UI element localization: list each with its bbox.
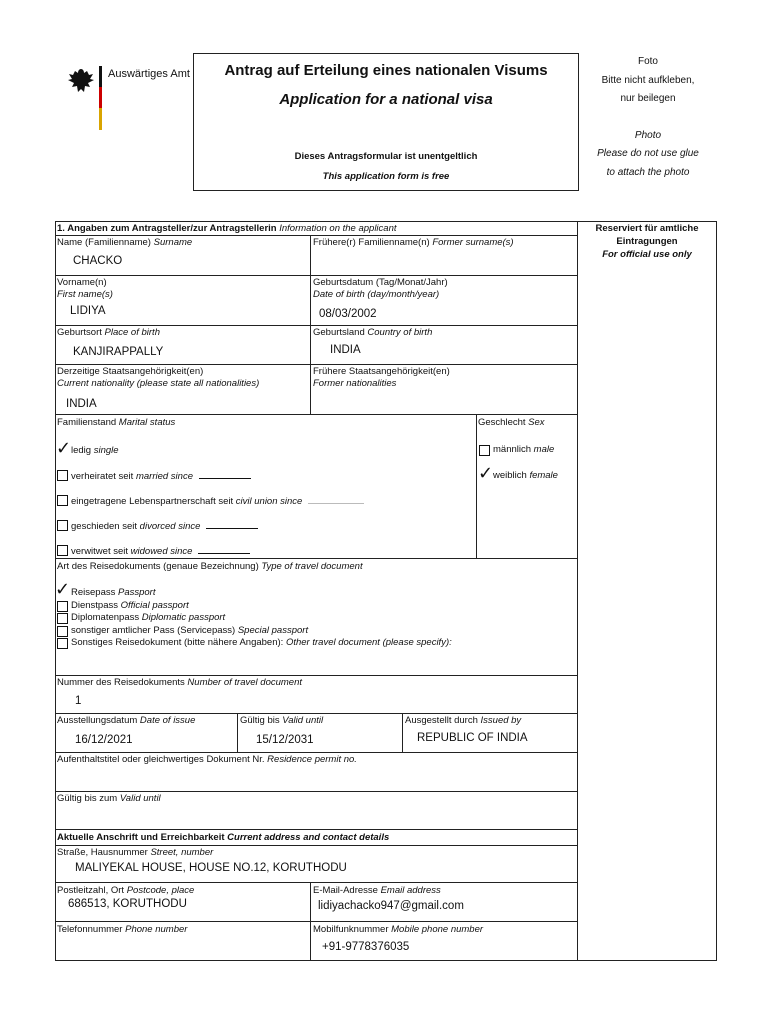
official-line1: Reserviert für amtliche xyxy=(595,223,699,234)
marital-divorced-en: divorced since xyxy=(139,521,201,532)
dob-label-de: Geburtsdatum (Tag/Monat/Jahr) xyxy=(313,277,448,288)
divorced-since-blank[interactable] xyxy=(206,519,258,529)
residence-valid-label-en: Valid until xyxy=(119,793,161,804)
marital-married-en: married since xyxy=(135,471,193,482)
official-line3: For official use only xyxy=(602,249,692,260)
marital-married xyxy=(71,469,251,483)
travel-doc-official-en: Official passport xyxy=(120,600,189,611)
marital-widowed xyxy=(71,544,250,558)
checkbox-married[interactable] xyxy=(57,470,68,481)
former-nationality-field[interactable] xyxy=(313,392,573,412)
issued-by-label-en: Issued by xyxy=(480,715,522,726)
checkbox-special-passport[interactable] xyxy=(57,626,68,637)
residence-permit-label-de: Aufenthaltstitel oder gleichwertiges Dokument Nr. xyxy=(57,754,265,765)
official-use xyxy=(578,222,716,261)
dob-field[interactable]: 08/03/2002 xyxy=(319,308,377,320)
doc-number-label-de: Nummer des Reisedokuments xyxy=(57,677,185,688)
issue-date-field[interactable]: 16/12/2021 xyxy=(75,734,133,746)
doc-number-label-en: Number of travel document xyxy=(187,677,303,688)
sex-title-en: Sex xyxy=(528,417,545,428)
pob-label-de: Geburtsort xyxy=(57,327,102,338)
checkmark-icon[interactable]: ✓ xyxy=(55,579,71,600)
surname-field[interactable]: CHACKO xyxy=(73,255,123,267)
travel-doc-title-en: Type of travel document xyxy=(261,561,363,572)
agency-name: Auswärtiges Amt xyxy=(108,68,190,80)
travel-doc-official-de: Dienstpass xyxy=(71,600,118,611)
photo-line6: to attach the photo xyxy=(606,166,690,178)
cob-label-en: Country of birth xyxy=(367,327,433,338)
phone-label xyxy=(57,924,187,936)
residence-permit-field[interactable] xyxy=(57,768,575,788)
marital-single-de: ledig xyxy=(71,445,92,456)
sex-male xyxy=(493,444,554,456)
travel-doc-diplomatic-de: Diplomatenpass xyxy=(71,612,140,623)
nationality-label xyxy=(57,366,259,390)
section1-title-en: Information on the applicant xyxy=(279,223,397,234)
marital-married-de: verheiratet seit xyxy=(71,471,134,482)
civil-since-blank[interactable] xyxy=(308,494,364,504)
street-label-en: Street, number xyxy=(150,847,214,858)
married-since-blank[interactable] xyxy=(199,469,251,479)
first-name-label xyxy=(57,277,113,301)
issue-date-label-de: Ausstellungsdatum xyxy=(57,715,138,726)
address-title-de: Aktuelle Anschrift und Erreichbarkeit xyxy=(57,832,225,843)
postcode-label-en: Postcode, place xyxy=(126,885,195,896)
street-field[interactable]: MALIYEKAL HOUSE, HOUSE NO.12, KORUTHODU xyxy=(75,862,347,874)
issue-date-label xyxy=(57,715,195,727)
doc-number-label xyxy=(57,677,302,689)
travel-doc-diplomatic-en: Diplomatic passport xyxy=(141,612,226,623)
sex-female-en: female xyxy=(529,470,558,481)
phone-label-en: Phone number xyxy=(125,924,188,935)
former-nationality-label-de: Frühere Staatsangehörigkeit(en) xyxy=(313,366,450,377)
issued-by-field[interactable]: REPUBLIC OF INDIA xyxy=(417,732,528,744)
email-label-de: E-Mail-Adresse xyxy=(313,885,378,896)
checkmark-icon[interactable]: ✓ xyxy=(56,438,72,459)
email-label xyxy=(313,885,441,897)
photo-line2: Bitte nicht aufkleben, xyxy=(601,74,695,86)
travel-doc-service-de: sonstiger amtlicher Pass (Servicepass) xyxy=(71,625,236,636)
travel-doc-title xyxy=(57,561,363,573)
pob-field[interactable]: KANJIRAPPALLY xyxy=(73,346,164,358)
email-label-en: Email address xyxy=(380,885,441,896)
sex-female-de: weiblich xyxy=(493,470,527,481)
nationality-field[interactable]: INDIA xyxy=(66,398,97,410)
sex-title xyxy=(478,417,545,429)
nationality-label-en: Current nationality (please state all nationalities) xyxy=(57,378,260,389)
doc-number-field[interactable]: 1 xyxy=(75,695,82,707)
marital-title-en: Marital status xyxy=(118,417,176,428)
travel-doc-other-en: Other travel document (please specify): xyxy=(285,637,452,648)
official-line2: Eintragungen xyxy=(616,236,678,247)
checkbox-diplomatic-passport[interactable] xyxy=(57,613,68,624)
former-nationality-label-en: Former nationalities xyxy=(313,378,397,389)
cob-label xyxy=(313,327,432,339)
residence-valid-label-de: Gültig bis zum xyxy=(57,793,118,804)
checkbox-civil-union[interactable] xyxy=(57,495,68,506)
photo-instructions xyxy=(580,53,716,182)
postcode-label xyxy=(57,885,194,897)
surname-label xyxy=(57,237,192,249)
first-name-label-de: Vorname(n) xyxy=(57,277,107,288)
sex-title-de: Geschlecht xyxy=(478,417,526,428)
checkbox-official-passport[interactable] xyxy=(57,601,68,612)
address-title-en: Current address and contact details xyxy=(227,832,390,843)
former-surname-label xyxy=(313,237,514,249)
former-nationality-label xyxy=(313,366,450,390)
postcode-label-de: Postleitzahl, Ort xyxy=(57,885,125,896)
mobile-label-de: Mobilfunknummer xyxy=(313,924,389,935)
street-label xyxy=(57,847,213,859)
travel-doc-title-de: Art des Reisedokuments (genaue Bezeichnung) xyxy=(57,561,259,572)
photo-line3: nur beilegen xyxy=(620,93,676,104)
issue-date-label-en: Date of issue xyxy=(139,715,196,726)
valid-until-label-de: Gültig bis xyxy=(240,715,280,726)
first-name-field[interactable]: LIDIYA xyxy=(70,305,106,317)
residence-valid-field[interactable] xyxy=(57,807,575,827)
first-name-label-en: First name(s) xyxy=(57,289,113,300)
surname-label-en: Surname xyxy=(153,237,193,248)
marital-widowed-de: verwitwet seit xyxy=(71,546,129,557)
marital-divorced-de: geschieden seit xyxy=(71,521,138,532)
pob-label-en: Place of birth xyxy=(104,327,160,338)
photo-line5: Please do not use glue xyxy=(597,148,699,159)
former-surname-label-en: Former surname(s) xyxy=(432,237,514,248)
mobile-label xyxy=(313,924,483,936)
dob-label xyxy=(313,277,448,301)
photo-line1: Foto xyxy=(637,56,658,67)
title-de: Antrag auf Erteilung eines nationalen Visums xyxy=(224,62,548,79)
mobile-field[interactable]: +91-9778376035 xyxy=(322,941,410,953)
travel-doc-diplomatic xyxy=(71,612,225,624)
logo-bar xyxy=(99,66,102,130)
marital-single[interactable] xyxy=(71,445,119,457)
marital-civil-de: eingetragene Lebenspartnerschaft seit xyxy=(71,496,234,507)
street-label-de: Straße, Hausnummer xyxy=(57,847,148,858)
travel-doc-official xyxy=(71,600,189,612)
federal-eagle-logo xyxy=(66,66,96,96)
sex-male-en: male xyxy=(533,444,555,455)
cob-label-de: Geburtsland xyxy=(313,327,365,338)
issued-by-label-de: Ausgestellt durch xyxy=(405,715,478,726)
marital-civil-en: civil union since xyxy=(235,496,303,507)
residence-permit-label xyxy=(57,754,357,766)
nationality-label-de: Derzeitige Staatsangehörigkeit(en) xyxy=(57,366,204,377)
marital-title-de: Familienstand xyxy=(57,417,117,428)
checkbox-divorced[interactable] xyxy=(57,520,68,531)
marital-divorced xyxy=(71,519,258,533)
surname-label-de: Name (Familienname) xyxy=(57,237,151,248)
sex-female xyxy=(493,470,558,482)
checkbox-other-document[interactable] xyxy=(57,638,68,649)
dob-label-en: Date of birth (day/month/year) xyxy=(313,289,440,300)
issued-by-label xyxy=(405,715,521,727)
travel-doc-passport-en: Passport xyxy=(118,587,156,598)
postcode-field[interactable]: 686513, KORUTHODU xyxy=(68,898,187,910)
cob-field[interactable]: INDIA xyxy=(330,344,361,356)
travel-doc-passport xyxy=(71,587,156,599)
section1-title xyxy=(57,223,397,235)
former-surname-label-de: Frühere(r) Familienname(n) xyxy=(313,237,430,248)
pob-label xyxy=(57,327,160,339)
residence-permit-label-en: Residence permit no. xyxy=(267,754,357,765)
checkbox-widowed[interactable] xyxy=(57,545,68,556)
mobile-label-en: Mobile phone number xyxy=(391,924,484,935)
free-notice-de: Dieses Antragsformular ist unentgeltlich xyxy=(294,151,478,162)
marital-widowed-en: widowed since xyxy=(130,546,193,557)
phone-field[interactable] xyxy=(57,938,307,958)
free-notice-en: This application form is free xyxy=(322,171,450,182)
residence-valid-label xyxy=(57,793,161,805)
section1-title-de: 1. Angaben zum Antragsteller/zur Antragstellerin xyxy=(57,223,277,234)
travel-doc-other xyxy=(71,637,452,649)
phone-label-de: Telefonnummer xyxy=(57,924,123,935)
travel-doc-service xyxy=(71,625,308,637)
former-surname-field[interactable] xyxy=(313,252,573,272)
email-field[interactable]: lidiyachacko947@gmail.com xyxy=(318,900,464,912)
travel-doc-passport-de: Reisepass xyxy=(71,587,116,598)
photo-line4: Photo xyxy=(634,129,662,141)
valid-until-label-en: Valid until xyxy=(282,715,324,726)
valid-until-label xyxy=(240,715,323,727)
title-en: Application for a national visa xyxy=(279,91,493,108)
widowed-since-blank[interactable] xyxy=(198,544,250,554)
travel-doc-other-de: Sonstiges Reisedokument (bitte nähere Angaben): xyxy=(71,637,284,648)
checkbox-male[interactable] xyxy=(479,445,490,456)
travel-doc-service-en: Special passport xyxy=(237,625,309,636)
marital-single-en: single xyxy=(93,445,119,456)
sex-male-de: männlich xyxy=(493,444,532,455)
marital-title xyxy=(57,417,175,429)
address-title xyxy=(57,832,389,844)
checkmark-icon[interactable]: ✓ xyxy=(478,463,494,484)
marital-civil xyxy=(71,494,364,508)
valid-until-field[interactable]: 15/12/2031 xyxy=(256,734,314,746)
